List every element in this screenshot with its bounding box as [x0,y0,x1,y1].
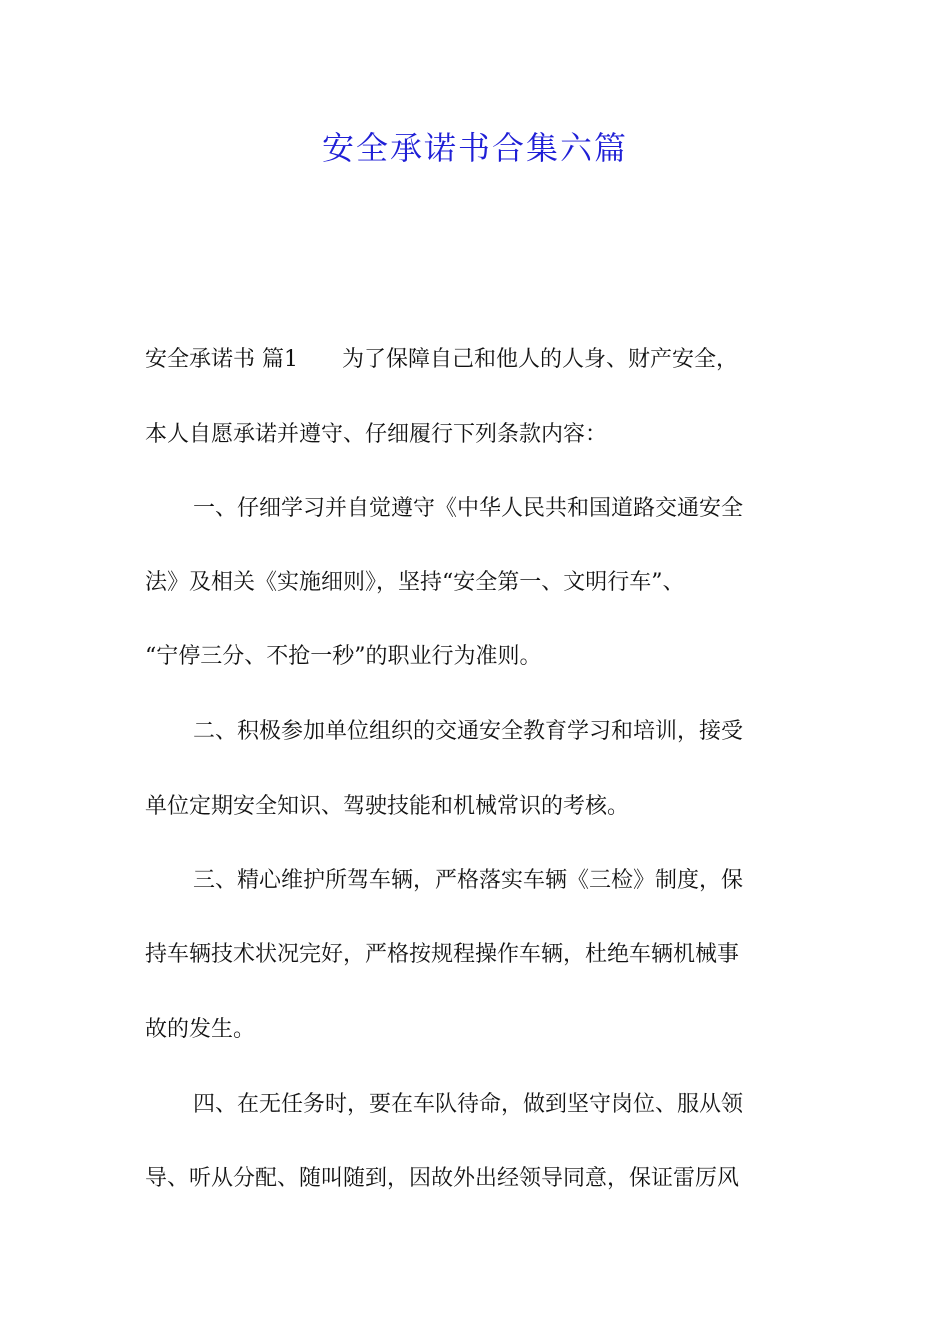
paragraph-line-11: 四、在无任务时，要在车队待命，做到坚守岗位、服从领 [193,1092,744,1117]
paragraph-line-9: 持车辆技术状况完好，严格按规程操作车辆，杜绝车辆机械事 [145,942,740,967]
paragraph-line-1 [145,345,810,375]
paragraph-line-12: 导、听从分配、随叫随到，因故外出经领导同意，保证雷厉风 [145,1166,740,1191]
paragraph-line-3: 一、仔细学习并自觉遵守《中华人民共和国道路交通安全 [193,496,744,521]
paragraph-line-7: 单位定期安全知识、驾驶技能和机械常识的考核。 [145,794,630,819]
paragraph-line-2: 本人自愿承诺并遵守、仔细履行下列条款内容： [145,422,608,447]
paragraph-line-10: 故的发生。 [145,1017,256,1042]
paragraph-line-5: “宁停三分、不抢一秒”的职业行为准则。 [145,644,542,669]
paragraph-line-6: 二、积极参加单位组织的交通安全教育学习和培训，接受 [193,719,744,744]
paragraph-line-8: 三、精心维护所驾车辆，严格落实车辆《三检》制度，保 [193,868,744,893]
paragraph-line-4: 法》及相关《实施细则》，坚持“安全第一、文明行车”、 [145,570,685,595]
section-heading: 安全承诺书 篇1 [145,347,298,372]
document-title: 安全承诺书合集六篇 [321,129,628,167]
paragraph-line-1-text: 为了保障自己和他人的人身、财产安全， [342,347,739,372]
